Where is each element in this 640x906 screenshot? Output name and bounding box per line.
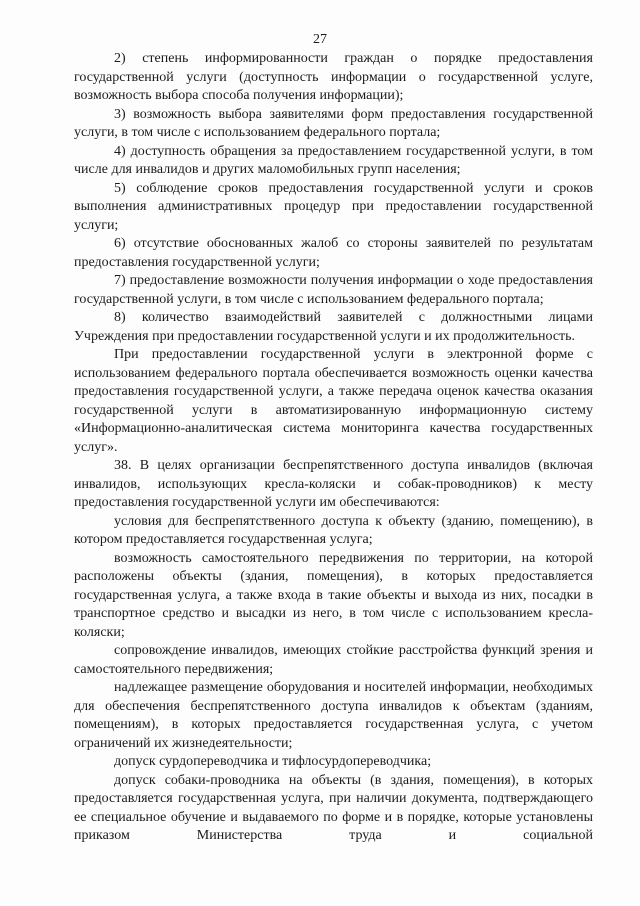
paragraph-quality-indicator-7: 7) предоставление возможности получения информации о ходе предоставления государственной услуги, в том числе с использованием федерального портала; — [74, 273, 593, 307]
paragraph-electronic-evaluation: При предоставлении государственной услуги в электронной форме с использованием федерального портала обеспечивается возможность оценки качества предоставления государственной услуги, а также передача оценок качества оказания государственной услуги в автоматизированную информационную систему «Информационно-аналитическая система мониторинга качества государственных услуг». — [74, 347, 593, 455]
paragraph-escort: сопровождение инвалидов, имеющих стойкие расстройства функций зрения и самостоятельного передвижения; — [74, 643, 593, 677]
paragraph-guide-dog-admission: допуск собаки-проводника на объекты (в здания, помещения), в которых предоставляется государственная услуга, при наличии документа, подтверждающего ее специальное обучение и выдаваемого по форме и в порядке, которые установлены приказом Министерства труда и социальной — [74, 772, 593, 843]
paragraph-access-conditions: условия для беспрепятственного доступа к объекту (зданию, помещению), в котором предоставляется государственная услуга; — [74, 513, 593, 547]
paragraph-equipment-placement: надлежащее размещение оборудования и носителей информации, необходимых для обеспечения беспрепятственного доступа инвалидов к объектам (зданиям, помещениям), в которых предоставляется государственная услуга, с учетом ограничений их жизнедеятельности; — [74, 680, 593, 751]
paragraph-quality-indicator-2: 2) степень информированности граждан о порядке предоставления государственной услуги (доступность информации о государственной услуге, возможность выбора способа получения информации); — [74, 51, 593, 103]
paragraph-quality-indicator-3: 3) возможность выбора заявителями форм предоставления государственной услуги, в том числе с использованием федерального портала; — [74, 106, 593, 140]
page-number: 27 — [313, 32, 327, 47]
paragraph-quality-indicator-5: 5) соблюдение сроков предоставления государственной услуги и сроков выполнения административных процедур при предоставлении государственной услуги; — [74, 180, 593, 233]
paragraph-independent-movement: возможность самостоятельного передвижения по территории, на которой расположены объекты (здания, помещения), в которых предоставляется государственная услуга, а также входа в такие объекты и выхода из них, посадки в транспортное средство и высадки из него, в том числе с использованием кресла-коляски; — [74, 550, 593, 640]
paragraph-interpreter-admission: допуск сурдопереводчика и тифлосурдопереводчика; — [114, 754, 432, 769]
paragraph-quality-indicator-6: 6) отсутствие обоснованных жалоб со стороны заявителей по результатам предоставления государственной услуги; — [74, 236, 593, 270]
paragraph-item-38: 38. В целях организации беспрепятственного доступа инвалидов (включая инвалидов, использующих кресла-коляски и собак-проводников) к месту предоставления государственной услуги им обеспечиваются: — [74, 458, 593, 510]
paragraph-quality-indicator-8: 8) количество взаимодействий заявителей с должностными лицами Учреждения при предоставлении государственной услуги и их продолжительность. — [74, 310, 593, 344]
paragraph-quality-indicator-4: 4) доступность обращения за предоставлением государственной услуги, в том числе для инвалидов и других маломобильных групп населения; — [74, 143, 593, 177]
document-body — [74, 50, 593, 846]
